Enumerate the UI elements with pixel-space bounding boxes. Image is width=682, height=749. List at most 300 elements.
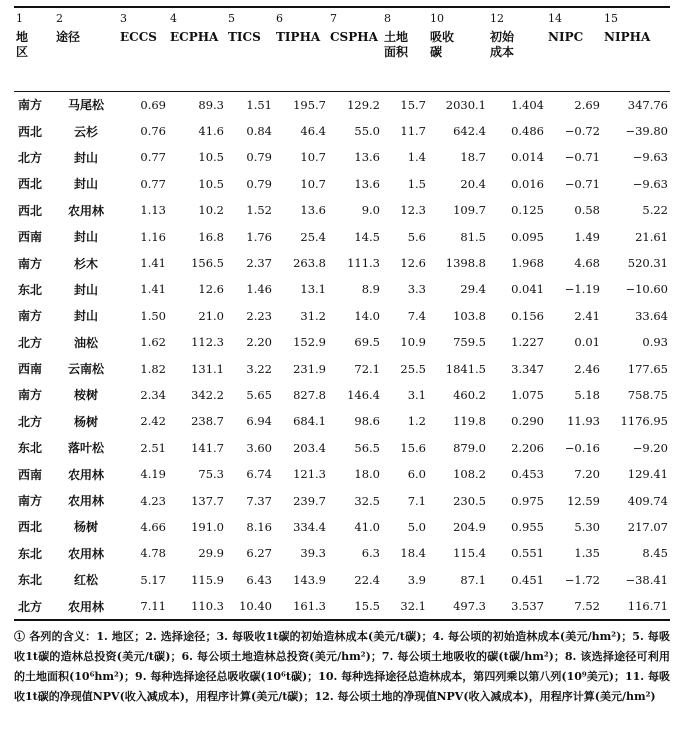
table-row bbox=[14, 118, 670, 144]
column-header bbox=[54, 7, 118, 91]
column-number: 12 bbox=[490, 12, 504, 25]
region-cell: 西南 bbox=[18, 467, 43, 482]
value-cell: 46.4 bbox=[300, 124, 326, 139]
value-cell: 22.4 bbox=[354, 572, 380, 587]
value-cell: 0.79 bbox=[246, 176, 272, 191]
column-label: CSPHA bbox=[330, 30, 378, 44]
value-cell: 1.52 bbox=[246, 203, 272, 218]
value-cell: 156.5 bbox=[191, 256, 224, 271]
value-cell: 3.537 bbox=[488, 593, 546, 620]
column-label: 初始 bbox=[490, 30, 515, 44]
value-cell: 460.2 bbox=[453, 387, 486, 402]
value-cell: 2.41 bbox=[574, 308, 600, 323]
region-cell: 南方 bbox=[18, 98, 43, 113]
region-cell: 西北 bbox=[18, 124, 43, 139]
value-cell: 2.23 bbox=[246, 308, 272, 323]
value-cell: 1.50 bbox=[140, 308, 166, 323]
value-cell: 0.453 bbox=[511, 467, 544, 482]
value-cell: 141.7 bbox=[191, 440, 224, 455]
value-cell: 1.41 bbox=[140, 282, 166, 297]
column-number: 10 bbox=[430, 12, 444, 25]
column-number: 14 bbox=[548, 12, 562, 25]
table-row bbox=[14, 250, 670, 276]
value-cell: 111.3 bbox=[347, 256, 380, 271]
value-cell: 2.42 bbox=[140, 414, 166, 429]
table-row bbox=[14, 593, 670, 620]
value-cell: 7.4 bbox=[407, 308, 426, 323]
value-cell: 1.62 bbox=[140, 335, 166, 350]
value-cell: 1.13 bbox=[140, 203, 166, 218]
value-cell: 0.095 bbox=[511, 229, 544, 244]
value-cell: 13.1 bbox=[300, 282, 326, 297]
path-cell: 杉木 bbox=[73, 256, 98, 271]
value-cell: 14.5 bbox=[354, 229, 380, 244]
region-cell: 北方 bbox=[18, 414, 43, 429]
value-cell: 11.7 bbox=[400, 124, 426, 139]
table-row bbox=[14, 540, 670, 566]
value-cell: 115.9 bbox=[191, 572, 224, 587]
column-header bbox=[602, 7, 670, 91]
region-cell: 西南 bbox=[18, 230, 43, 245]
path-cell: 封山 bbox=[73, 230, 98, 245]
column-header bbox=[382, 7, 428, 91]
value-cell: 41.0 bbox=[354, 519, 380, 534]
value-cell: 4.66 bbox=[140, 519, 166, 534]
value-cell: 5.65 bbox=[246, 387, 272, 402]
value-cell: 1.16 bbox=[140, 229, 166, 244]
path-cell: 农用林 bbox=[67, 494, 104, 509]
table-row bbox=[14, 329, 670, 355]
path-cell: 封山 bbox=[73, 309, 98, 324]
value-cell: 684.1 bbox=[293, 414, 326, 429]
value-cell: 0.041 bbox=[511, 282, 544, 297]
column-label: TIPHA bbox=[276, 30, 321, 44]
column-header bbox=[328, 7, 382, 91]
value-cell: 347.76 bbox=[627, 97, 668, 112]
value-cell: 0.486 bbox=[511, 124, 544, 139]
value-cell: 21.61 bbox=[635, 229, 668, 244]
value-cell: 2.69 bbox=[574, 97, 600, 112]
value-cell: 1.2 bbox=[407, 414, 426, 429]
value-cell: 18.7 bbox=[460, 150, 486, 165]
value-cell: 72.1 bbox=[354, 361, 380, 376]
value-cell: 32.5 bbox=[354, 493, 380, 508]
value-cell: 0.69 bbox=[140, 97, 166, 112]
value-cell: 112.3 bbox=[191, 335, 224, 350]
table-row bbox=[14, 276, 670, 302]
region-cell: 西北 bbox=[18, 203, 43, 218]
value-cell: 110.3 bbox=[168, 593, 226, 620]
value-cell: 9.0 bbox=[361, 203, 380, 218]
value-cell: 13.6 bbox=[354, 150, 380, 165]
column-label: 面积 bbox=[384, 45, 409, 59]
region-cell: 南方 bbox=[18, 494, 43, 509]
value-cell: 16.8 bbox=[198, 229, 224, 244]
value-cell: −10.60 bbox=[625, 282, 668, 297]
value-cell: 0.016 bbox=[511, 176, 544, 191]
path-cell: 油松 bbox=[73, 335, 98, 350]
value-cell: 239.7 bbox=[293, 493, 326, 508]
value-cell: 191.0 bbox=[191, 519, 224, 534]
value-cell: 31.2 bbox=[300, 308, 326, 323]
table-header-row bbox=[14, 7, 670, 91]
column-number: 4 bbox=[170, 12, 177, 25]
path-cell: 封山 bbox=[73, 150, 98, 165]
value-cell: 4.19 bbox=[140, 467, 166, 482]
value-cell: 6.0 bbox=[407, 467, 426, 482]
value-cell: 0.79 bbox=[246, 150, 272, 165]
value-cell: 0.01 bbox=[574, 335, 600, 350]
path-cell: 农用林 bbox=[67, 546, 104, 561]
table-row bbox=[14, 487, 670, 513]
column-label: ECPHA bbox=[170, 30, 219, 44]
value-cell: 3.1 bbox=[407, 387, 426, 402]
table-row bbox=[14, 144, 670, 170]
path-cell: 农用林 bbox=[67, 467, 104, 482]
value-cell: 69.5 bbox=[354, 335, 380, 350]
value-cell: 161.3 bbox=[274, 593, 328, 620]
column-number: 1 bbox=[16, 12, 23, 25]
column-label: NIPC bbox=[548, 30, 584, 44]
value-cell: 3.22 bbox=[246, 361, 272, 376]
value-cell: 8.16 bbox=[246, 519, 272, 534]
column-number: 7 bbox=[330, 12, 337, 25]
value-cell: −0.72 bbox=[564, 124, 600, 139]
value-cell: 33.64 bbox=[635, 308, 668, 323]
column-label: 土地 bbox=[384, 30, 409, 44]
region-cell: 东北 bbox=[18, 441, 43, 456]
value-cell: 520.31 bbox=[627, 256, 668, 271]
value-cell: 18.0 bbox=[354, 467, 380, 482]
column-header bbox=[14, 7, 54, 91]
value-cell: 98.6 bbox=[354, 414, 380, 429]
path-cell: 杨树 bbox=[73, 414, 98, 429]
value-cell: 1.404 bbox=[511, 97, 544, 112]
value-cell: 4.23 bbox=[140, 493, 166, 508]
value-cell: 14.0 bbox=[354, 308, 380, 323]
column-label: TICS bbox=[228, 30, 261, 44]
region-cell: 西北 bbox=[18, 520, 43, 535]
region-cell: 西南 bbox=[18, 362, 43, 377]
value-cell: 334.4 bbox=[293, 519, 326, 534]
path-cell: 桉树 bbox=[73, 388, 98, 403]
value-cell: 642.4 bbox=[453, 124, 486, 139]
value-cell: 0.975 bbox=[511, 493, 544, 508]
value-cell: 109.7 bbox=[453, 203, 486, 218]
value-cell: 1.76 bbox=[246, 229, 272, 244]
path-cell: 落叶松 bbox=[67, 441, 104, 456]
value-cell: 129.2 bbox=[347, 97, 380, 112]
table-row bbox=[14, 382, 670, 408]
value-cell: 41.6 bbox=[198, 124, 224, 139]
column-number: 6 bbox=[276, 12, 283, 25]
column-header bbox=[546, 7, 602, 91]
value-cell: 12.59 bbox=[567, 493, 600, 508]
column-header bbox=[428, 7, 488, 91]
value-cell: 10.9 bbox=[400, 335, 426, 350]
value-cell: 2030.1 bbox=[445, 97, 486, 112]
value-cell: 2.46 bbox=[574, 361, 600, 376]
value-cell: 5.0 bbox=[407, 519, 426, 534]
value-cell: 103.8 bbox=[453, 308, 486, 323]
value-cell: 29.4 bbox=[460, 282, 486, 297]
table-row bbox=[14, 408, 670, 434]
value-cell: 6.94 bbox=[246, 414, 272, 429]
value-cell: 2.34 bbox=[140, 387, 166, 402]
value-cell: 1.46 bbox=[246, 282, 272, 297]
value-cell: 0.014 bbox=[511, 150, 544, 165]
path-cell: 云南松 bbox=[67, 362, 104, 377]
forestry-cost-table bbox=[14, 6, 670, 621]
value-cell: 879.0 bbox=[453, 440, 486, 455]
value-cell: 75.3 bbox=[198, 467, 224, 482]
column-label: NIPHA bbox=[604, 30, 651, 44]
column-label: 途径 bbox=[56, 30, 81, 44]
table-body bbox=[14, 91, 670, 620]
value-cell: 7.1 bbox=[407, 493, 426, 508]
column-number: 3 bbox=[120, 12, 127, 25]
value-cell: 238.7 bbox=[191, 414, 224, 429]
path-cell: 红松 bbox=[73, 573, 98, 588]
value-cell: 0.77 bbox=[140, 150, 166, 165]
value-cell: 0.93 bbox=[642, 335, 668, 350]
value-cell: 10.40 bbox=[226, 593, 274, 620]
table-row bbox=[14, 303, 670, 329]
value-cell: 20.4 bbox=[460, 176, 486, 191]
value-cell: 4.78 bbox=[140, 546, 166, 561]
table-row bbox=[14, 461, 670, 487]
value-cell: 1.227 bbox=[511, 335, 544, 350]
value-cell: 108.2 bbox=[453, 467, 486, 482]
value-cell: 5.30 bbox=[574, 519, 600, 534]
column-label: 吸收 bbox=[430, 30, 455, 44]
value-cell: 12.6 bbox=[400, 256, 426, 271]
value-cell: 56.5 bbox=[354, 440, 380, 455]
column-header bbox=[168, 7, 226, 91]
value-cell: 116.71 bbox=[602, 593, 670, 620]
value-cell: 5.18 bbox=[574, 387, 600, 402]
value-cell: 231.9 bbox=[293, 361, 326, 376]
value-cell: 2.51 bbox=[140, 440, 166, 455]
value-cell: 342.2 bbox=[191, 387, 224, 402]
value-cell: 18.4 bbox=[400, 546, 426, 561]
value-cell: 25.4 bbox=[300, 229, 326, 244]
value-cell: 7.20 bbox=[574, 467, 600, 482]
value-cell: 2.206 bbox=[511, 440, 544, 455]
value-cell: −0.71 bbox=[564, 176, 600, 191]
region-cell: 东北 bbox=[18, 282, 43, 297]
value-cell: −0.71 bbox=[564, 150, 600, 165]
value-cell: 129.41 bbox=[627, 467, 668, 482]
value-cell: −1.72 bbox=[564, 572, 600, 587]
value-cell: 4.68 bbox=[574, 256, 600, 271]
table-row bbox=[14, 567, 670, 593]
value-cell: 3.9 bbox=[407, 572, 426, 587]
path-cell: 马尾松 bbox=[67, 98, 104, 113]
table-row bbox=[14, 514, 670, 540]
column-label: ECCS bbox=[120, 30, 157, 44]
value-cell: 409.74 bbox=[627, 493, 668, 508]
value-cell: 115.4 bbox=[453, 546, 486, 561]
value-cell: 1.4 bbox=[407, 150, 426, 165]
value-cell: −39.80 bbox=[625, 124, 668, 139]
value-cell: 230.5 bbox=[453, 493, 486, 508]
column-label: 成本 bbox=[490, 45, 515, 59]
region-cell: 北方 bbox=[18, 335, 43, 350]
value-cell: 1.82 bbox=[140, 361, 166, 376]
value-cell: 177.65 bbox=[627, 361, 668, 376]
column-header bbox=[226, 7, 274, 91]
value-cell: 3.60 bbox=[246, 440, 272, 455]
value-cell: −1.19 bbox=[564, 282, 600, 297]
value-cell: 827.8 bbox=[293, 387, 326, 402]
value-cell: 6.27 bbox=[246, 546, 272, 561]
value-cell: 759.5 bbox=[453, 335, 486, 350]
value-cell: 12.3 bbox=[400, 203, 426, 218]
value-cell: 263.8 bbox=[293, 256, 326, 271]
value-cell: 8.9 bbox=[361, 282, 380, 297]
value-cell: 1.5 bbox=[407, 176, 426, 191]
value-cell: 15.7 bbox=[400, 97, 426, 112]
value-cell: 87.1 bbox=[460, 572, 486, 587]
value-cell: 55.0 bbox=[354, 124, 380, 139]
value-cell: 10.2 bbox=[198, 203, 224, 218]
value-cell: 3.3 bbox=[407, 282, 426, 297]
value-cell: 121.3 bbox=[293, 467, 326, 482]
column-number: 2 bbox=[56, 12, 63, 25]
value-cell: 152.9 bbox=[293, 335, 326, 350]
table-row bbox=[14, 435, 670, 461]
value-cell: 32.1 bbox=[382, 593, 428, 620]
value-cell: 204.9 bbox=[453, 519, 486, 534]
column-number: 5 bbox=[228, 12, 235, 25]
value-cell: −0.16 bbox=[564, 440, 600, 455]
value-cell: 89.3 bbox=[198, 97, 224, 112]
value-cell: 0.955 bbox=[511, 519, 544, 534]
table-row bbox=[14, 197, 670, 223]
value-cell: 758.75 bbox=[627, 387, 668, 402]
value-cell: 0.125 bbox=[511, 203, 544, 218]
value-cell: 143.9 bbox=[293, 572, 326, 587]
document bbox=[14, 6, 670, 707]
column-number: 15 bbox=[604, 12, 618, 25]
value-cell: 0.77 bbox=[140, 176, 166, 191]
value-cell: 1.35 bbox=[574, 546, 600, 561]
value-cell: 1.075 bbox=[511, 387, 544, 402]
value-cell: 10.7 bbox=[300, 176, 326, 191]
table-row bbox=[14, 171, 670, 197]
value-cell: 0.58 bbox=[574, 203, 600, 218]
value-cell: −38.41 bbox=[625, 572, 668, 587]
table-row bbox=[14, 223, 670, 249]
value-cell: 0.156 bbox=[511, 308, 544, 323]
column-label: 区 bbox=[16, 45, 29, 59]
value-cell: 1.51 bbox=[246, 97, 272, 112]
value-cell: 11.93 bbox=[567, 414, 600, 429]
value-cell: 6.74 bbox=[246, 467, 272, 482]
value-cell: 5.17 bbox=[140, 572, 166, 587]
value-cell: 15.5 bbox=[328, 593, 382, 620]
column-number: 8 bbox=[384, 12, 391, 25]
value-cell: 13.6 bbox=[354, 176, 380, 191]
value-cell: 6.3 bbox=[361, 546, 380, 561]
table-row bbox=[14, 91, 670, 118]
column-label: 碳 bbox=[430, 45, 443, 59]
column-header bbox=[274, 7, 328, 91]
column-footnote: ① 各列的含义：1. 地区；2. 选择途径；3. 每吸收1t碳的初始造林成本(美元/t碳)；4. 每公顷的初始造林成本(美元/hm²)；5. 每吸收1t碳的造林总投资(美元/t碳)；6. 每公顷土地造林总投资(美元/hm²)；7. 每公顷土地吸收的碳(t碳/hm²)；8. 该选择途径可利用的土地面积(10⁶hm²)；9. 每种选择途径总吸收碳(10⁶t碳)；10. 每种选择途径总造林成本，第四列乘以第八列(10⁹美元)；11. 每吸收1t碳的净现值NPV(收入减成本)，用程序计算(美元/t碳)；12. 每公顷土地的净现值NPV(收入减成本)，用程序计算(美元/hm²) bbox=[14, 630, 670, 704]
column-label: 地 bbox=[16, 30, 29, 44]
value-cell: −9.63 bbox=[632, 150, 668, 165]
value-cell: −9.63 bbox=[632, 176, 668, 191]
value-cell: 6.43 bbox=[246, 572, 272, 587]
value-cell: 13.6 bbox=[300, 203, 326, 218]
value-cell: 10.5 bbox=[198, 150, 224, 165]
region-cell: 南方 bbox=[18, 309, 43, 324]
region-cell: 南方 bbox=[18, 256, 43, 271]
region-cell: 南方 bbox=[18, 388, 43, 403]
path-cell: 封山 bbox=[73, 282, 98, 297]
value-cell: 15.6 bbox=[400, 440, 426, 455]
value-cell: 2.20 bbox=[246, 335, 272, 350]
value-cell: 1.968 bbox=[511, 256, 544, 271]
path-cell: 农用林 bbox=[67, 203, 104, 218]
value-cell: 7.37 bbox=[246, 493, 272, 508]
value-cell: 217.07 bbox=[627, 519, 668, 534]
path-cell: 云杉 bbox=[73, 124, 98, 139]
value-cell: −9.20 bbox=[632, 440, 668, 455]
region-cell: 东北 bbox=[18, 573, 43, 588]
column-header bbox=[488, 7, 546, 91]
value-cell: 25.5 bbox=[400, 361, 426, 376]
region-cell: 西北 bbox=[18, 177, 43, 192]
table-row bbox=[14, 355, 670, 381]
value-cell: 81.5 bbox=[460, 229, 486, 244]
value-cell: 0.76 bbox=[140, 124, 166, 139]
value-cell: 1.49 bbox=[574, 229, 600, 244]
value-cell: 1.41 bbox=[140, 256, 166, 271]
region-cell: 东北 bbox=[18, 546, 43, 561]
value-cell: 0.290 bbox=[511, 414, 544, 429]
value-cell: 1841.5 bbox=[445, 361, 486, 376]
value-cell: 5.22 bbox=[642, 203, 668, 218]
value-cell: 1176.95 bbox=[620, 414, 668, 429]
value-cell: 29.9 bbox=[198, 546, 224, 561]
value-cell: 7.52 bbox=[546, 593, 602, 620]
region-cell: 北方 bbox=[18, 150, 43, 165]
value-cell: 10.7 bbox=[300, 150, 326, 165]
value-cell: 10.5 bbox=[198, 176, 224, 191]
value-cell: 12.6 bbox=[198, 282, 224, 297]
value-cell: 1398.8 bbox=[445, 256, 486, 271]
value-cell: 8.45 bbox=[642, 546, 668, 561]
value-cell: 119.8 bbox=[453, 414, 486, 429]
path-cell: 农用林 bbox=[54, 593, 118, 620]
value-cell: 497.3 bbox=[428, 593, 488, 620]
region-cell: 北方 bbox=[14, 593, 54, 620]
value-cell: 137.7 bbox=[191, 493, 224, 508]
value-cell: 0.84 bbox=[246, 124, 272, 139]
value-cell: 7.11 bbox=[118, 593, 168, 620]
value-cell: 131.1 bbox=[191, 361, 224, 376]
value-cell: 0.551 bbox=[511, 546, 544, 561]
value-cell: 3.347 bbox=[511, 361, 544, 376]
value-cell: 0.451 bbox=[511, 572, 544, 587]
value-cell: 203.4 bbox=[293, 440, 326, 455]
value-cell: 146.4 bbox=[347, 387, 380, 402]
column-header bbox=[118, 7, 168, 91]
value-cell: 195.7 bbox=[293, 97, 326, 112]
value-cell: 21.0 bbox=[198, 308, 224, 323]
